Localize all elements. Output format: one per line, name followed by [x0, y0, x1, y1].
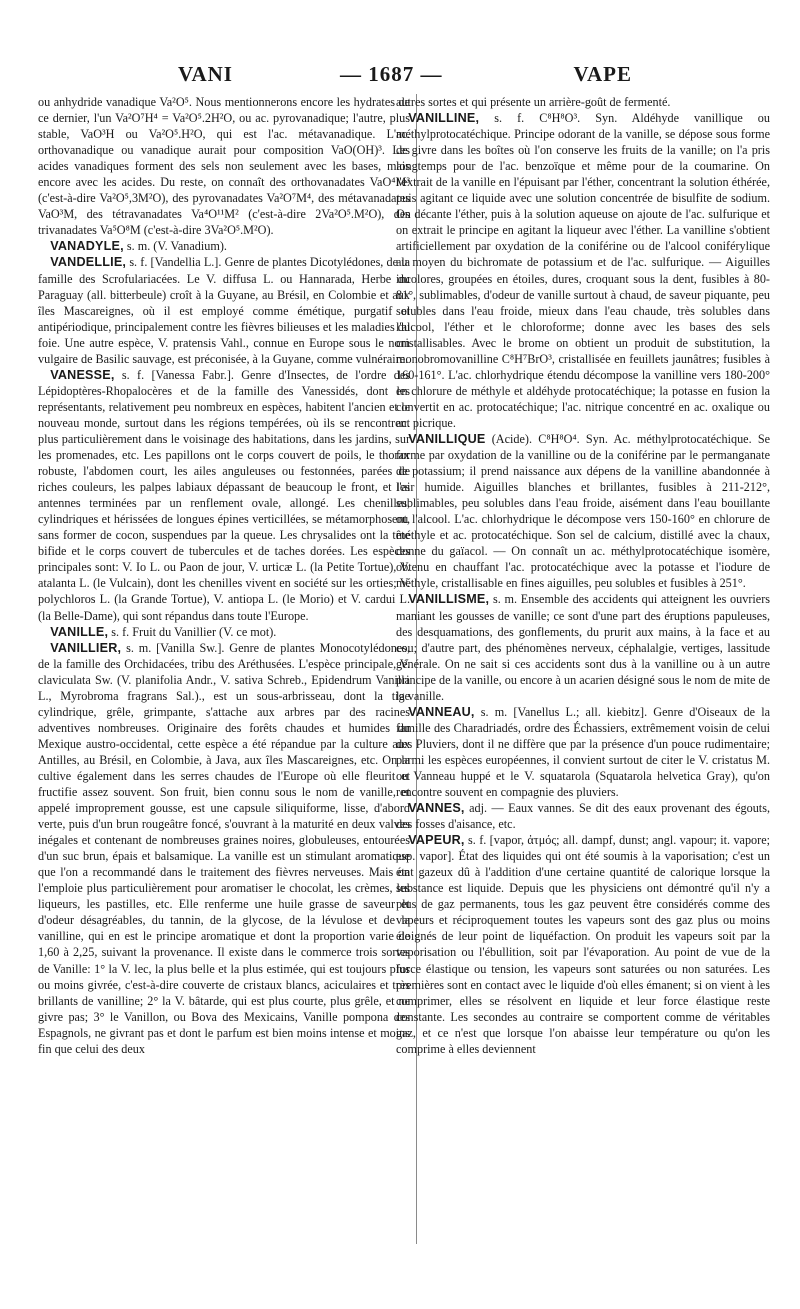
- dictionary-entry: [396, 800, 770, 832]
- dictionary-entry: [396, 110, 770, 431]
- entry-text: ou anhydride vanadique Va²O⁵. Nous mentionnerons encore les hydrates de ce dernier, l'un Va²O⁷H⁴ = Va²O⁵.2H²O, ou ac. pyrovanadique; l'autre, plus stable, VaO³H ou Va²O⁵.H²O, qui est l'ac. métavanadique. L'ac. orthovanadique ou vanadique aurait pour composition VaO(OH)³. Les acides vanadiques forment des sels non seulement avec les bases, mais encore avec les acides. Du reste, on connaît des orthovanadates VaO⁴M³ (c'est-à-dire Va²O⁵,3M²O), des pyrovanadates Va²O⁷M⁴, des métavanadates VaO³M, des tétravanadates Va⁴O¹¹M² (c'est-à-dire 2Va²O⁵.M²O), des trivanadates Va⁵O⁸M (c'est-à-dire 3Va²O⁵.M²O).: [38, 95, 410, 238]
- entry-headword: VANILLISME,: [408, 592, 490, 607]
- dictionary-entry: [38, 624, 410, 640]
- entry-headword: VANESSE,: [50, 367, 115, 382]
- entry-headword: VANADYLE,: [50, 239, 124, 254]
- entry-text: autres sortes et qui présente un arrière-goût de fermenté.: [396, 95, 671, 109]
- entry-headword: VANNES,: [408, 801, 465, 816]
- entry-headword: VANNEAU,: [408, 704, 475, 719]
- dictionary-entry: [396, 431, 770, 591]
- entry-headword: VANILLINE,: [408, 111, 480, 126]
- entry-headword: VANILLIER,: [50, 640, 122, 655]
- entry-text: s. f. [Vandellia L.]. Genre de plantes Dicotylédones, de la famille des Scrofulariacées. Le V. diffusa L. ou Hannarada, Herbe du Paraguay (all. bitterbeule) croît à la Guyane, au Brésil, en Colombie et aux îles Mascareignes, où il est employé comme émétique, purgatif et antipériodique, principalement contre les fièvres bilieuses et les maladies du foie. Une autre espèce, V. pratensis Vahl., connue en Europe sous le nom vulgaire de Basilic sauvage, est préconisée, à la Guyane, comme vulnéraire.: [38, 255, 410, 366]
- entry-text: s. m. [Vanilla Sw.]. Genre de plantes Monocotylédones, de la famille des Orchidacées, tribu des Aréthusées. L'espèce principale, V. claviculata Sw. (V. planifolia Andr., V. sativa Schreb., Epidendrum Vanilla L., Myrobroma fragrans Sal.)., est un sous-arbrisseau, dont la tige cylindrique, grêle, grimpante, s'attache aux arbres par des racines adventives nombreuses. Originaire des forêts chaudes et humides du Mexique austro-occidental, cette espèce a été répandue par la culture aux Antilles, au Brésil, en Colombie, à Java, aux îles Mascareignes, etc. On la cultive également dans les serres chaudes de l'Europe où elle fleurit et fructifie assez souvent. Son fruit, bien connu sous le nom de vanille, et appelé improprement gousse, est une capsule siliquiforme, lisse, d'abord verte, puis d'un brun rougeâtre foncé, s'ouvrant à la maturité en deux valves inégales et contenant de nombreuses graines noires, globuleuses, entourées d'un suc brun, épais et balsamique. La vanille est un stimulant aromatique que l'on a recommandé dans le traitement des fièvres nerveuses. Mais on l'emploie plus particulièrement pour aromatiser le chocolat, les crèmes, les liqueurs, les pastilles, etc. Elle renferme une huile grasse de saveur et d'odeur désagréables, du tannin, de la glycose, de la lévulose et de la vanilline, qui en est le principe aromatique et dont la proportion varie de 1,60 à 2,25, suivant la provenance. Il existe dans le commerce trois sortes de Vanille: 1° la V. lec, la plus belle et la plus estimée, qui est toujours plus ou moins givrée, c'est-à-dire couverte de cristaux blancs, aciculaires et très brillants de vanilline; 2° la V. bâtarde, qui est plus courte, plus grêle, et ne givre pas; 3° le Vanillon, ou Bova des Mexicains, Vanille pompona des Espagnols, ne givrant pas et dont le parfum est bien moins intense et moins fin que celui des deux: [38, 640, 410, 1056]
- entry-headword: VANILLIQUE: [408, 431, 486, 446]
- left-column: [38, 94, 410, 1269]
- entry-headword: VAPEUR,: [408, 833, 465, 848]
- entry-text: s. f. C⁸H⁸O³. Syn. Aldéhyde vanillique ou méthylprotocatéchique. Principe odorant de la vanille, se dépose sous forme de givre dans les boîtes où l'on conserve les fruits de la vanille; on l'a pris longtemps pour de l'ac. benzoïque et même pour de la coumarine. On l'extrait de la vanille en l'épuisant par l'éther, concentrant la solution éthérée, puis agitant ce liquide avec une solution concentrée de bisulfite de sodium. On décante l'éther, puis à la solution aqueuse on ajoute de l'ac. sulfurique et on extrait le principe en agitant la liqueur avec l'éther. La vanilline s'obtient artificiellement par oxydation de la coniférine ou de l'alcool coniférylique au moyen du bichromate de potassium et de l'ac. sulfurique. — Aiguilles incolores, groupées en étoiles, dures, croquant sous la dent, fusibles à 80-81°, sublimables, d'odeur de vanille surtout à chaud, de saveur piquante, peu solubles dans l'eau froide, mieux dans l'eau chaude, très solubles dans l'alcool, l'éther et le chloroforme; donne avec les bases des sels cristallisables. Avec le brome on obtient un produit de substitution, la monobromovanilline C⁸H⁷BrO³, cristallisée en feuillets jaunâtres; fusibles à 160-161°. L'ac. chlorhydrique étendu décompose la vanilline vers 180-200° en chlorure de méthyle et aldéhyde protocatéchique; la potasse en fusion la convertit en ac. protocatéchique; l'ac. nitrique concentré en ac. oxalique ou ac. picrique.: [396, 111, 770, 430]
- entry-text: s. m. Ensemble des accidents qui atteignent les ouvriers maniant les gousses de vanille; ce sont d'une part des éruptions papuleuses, des desquamations, des gonflements, du prurit aux mains, à la face et au cou; d'autre part, des phénomènes nerveux, céphalalgie, vertiges, lassitude générale. On ne sait si ces accidents sont dus à la vanilline ou à un autre principe de la vanille, ou encore à un acarien désigné sous le nom de mite de la vanille.: [396, 592, 770, 703]
- dictionary-entry: [396, 94, 770, 110]
- dictionary-entry: [396, 591, 770, 703]
- dictionary-entry: [38, 238, 410, 254]
- dictionary-entry: [38, 94, 410, 238]
- entry-text: s. m. (V. Vanadium).: [126, 239, 227, 254]
- dictionary-entry: [38, 367, 410, 624]
- running-header: [40, 62, 760, 92]
- dictionary-entry: [396, 832, 770, 1057]
- header-right-word: VAPE: [573, 62, 632, 86]
- entry-text: s. f. [Vanessa Fabr.]. Genre d'Insectes, de l'ordre des Lépidoptères-Rhopalocères et de la famille des Vanessidés, dont les représentants, relativement peu nombreux en espèces, habitent l'ancien et le nouveau monde, surtout dans les régions tempérées, où ils se rencontrent plus particulièrement dans le voisinage des habitations, dans les jardins, sur les promenades, etc. Les papillons ont le corps couvert de poils, le thorax robuste, l'abdomen court, les ailes anguleuses ou festonnées, parées de riches couleurs, les palpes labiaux dépassant de beaucoup le front, et les antennes terminées par un renflement ovale, allongé. Les chenilles, cylindriques et hérissées de longues épines verticillées, se métamorphosent, sans former de cocon, suspendues par la queue. Les chrysalides ont la tête bifide et le corps couvert de tubercules et de taches dorées. Les espèces principales sont: V. Io L. ou Paon de jour, V. urticæ L. (la Petite Tortue), V. atalanta L. (le Vulcain), dont les chenilles vivent en société sur les orties; V. polychloros L. (la Grande Tortue), V. antiopa L. (le Morio) et V. cardui L. (la Belle-Dame), qui sont répandus dans toute l'Europe.: [38, 367, 410, 623]
- entry-text: s. f. [vapor, ἀτμός; all. dampf, dunst; angl. vapour; it. vapore; esp. vapor]. État des liquides qui ont été soumis à la vaporisation; c'est un état gazeux dû à l'addition d'une certaine quantité de calorique lorsque la substance est liquide. Depuis que les physiciens ont démontré qu'il n'y a plus de gaz permanents, tous les gaz peuvent être considérés comme des vapeurs et réciproquement toutes les vapeurs sont des gaz plus ou moins éloignés de leur point de liquéfaction. On produit les vapeurs soit par la vaporisation ou l'ébullition, soit par l'évaporation. Au point de vue de la force élastique ou tension, les vapeurs sont saturées ou non saturées. Les premières sont en contact avec le liquide d'où elles émanent; si on vient à les comprimer, elles se résolvent en liquide et leur force élastique reste constante. Les secondes au contraire se comportent comme de véritables gaz, et ce n'est que lorsque l'on abaisse leur température ou qu'on les comprime à elles deviennent: [396, 833, 770, 1056]
- dictionary-entry: [396, 704, 770, 800]
- entry-text: s. f. Fruit du Vanillier (V. ce mot).: [111, 624, 277, 639]
- dictionary-entry: [38, 254, 410, 366]
- header-left-word: VANI: [178, 62, 233, 86]
- dictionary-entry: [38, 640, 410, 1057]
- entry-text: s. m. [Vanellus L.; all. kiebitz]. Genre d'Oiseaux de la famille des Charadriadés, ordre des Échassiers, extrêmement voisin de celui des Pluviers, dont il ne diffère que par la présence d'un pouce rudimentaire; parmi les espèces européennes, il convient surtout de citer le V. cristatus M. ou Vanneau huppé et le V. squatarola (Squatarola helvetica Gray), qu'on rencontre souvent en compagnie des pluviers.: [396, 704, 770, 800]
- page-number: — 1687 —: [340, 62, 443, 86]
- entry-headword: VANILLE,: [50, 624, 109, 639]
- entry-text: (Acide). C⁸H⁸O⁴. Syn. Ac. méthylprotocatéchique. Se forme par oxydation de la vanilline ou de la coniférine par le permanganate de potassium; il prend naissance aux dépens de la vanilline abandonnée à l'air humide. Aiguilles blanches et brillantes, fusibles à 211-212°, sublimables, peu solubles dans l'eau froide, aisément dans l'eau bouillante ou l'alcool. L'ac. chlorhydrique le décompose vers 150-160° en chlorure de méthyle et ac. protocatéchique. Son sel de calcium, distillé avec la chaux, donne du gaïacol. — On connaît un ac. méthylprotocatéchique isomère, obtenu en chauffant l'ac. protocatéchique avec la potasse et l'iodure de méthyle, cristallisable en fines aiguilles, peu solubles et fusibles à 251°.: [396, 431, 770, 591]
- right-column: [396, 94, 770, 1269]
- entry-text: adj. — Eaux vannes. Se dit des eaux provenant des égouts, des fosses d'aisance, etc.: [396, 801, 770, 832]
- entry-headword: VANDELLIE,: [50, 255, 127, 270]
